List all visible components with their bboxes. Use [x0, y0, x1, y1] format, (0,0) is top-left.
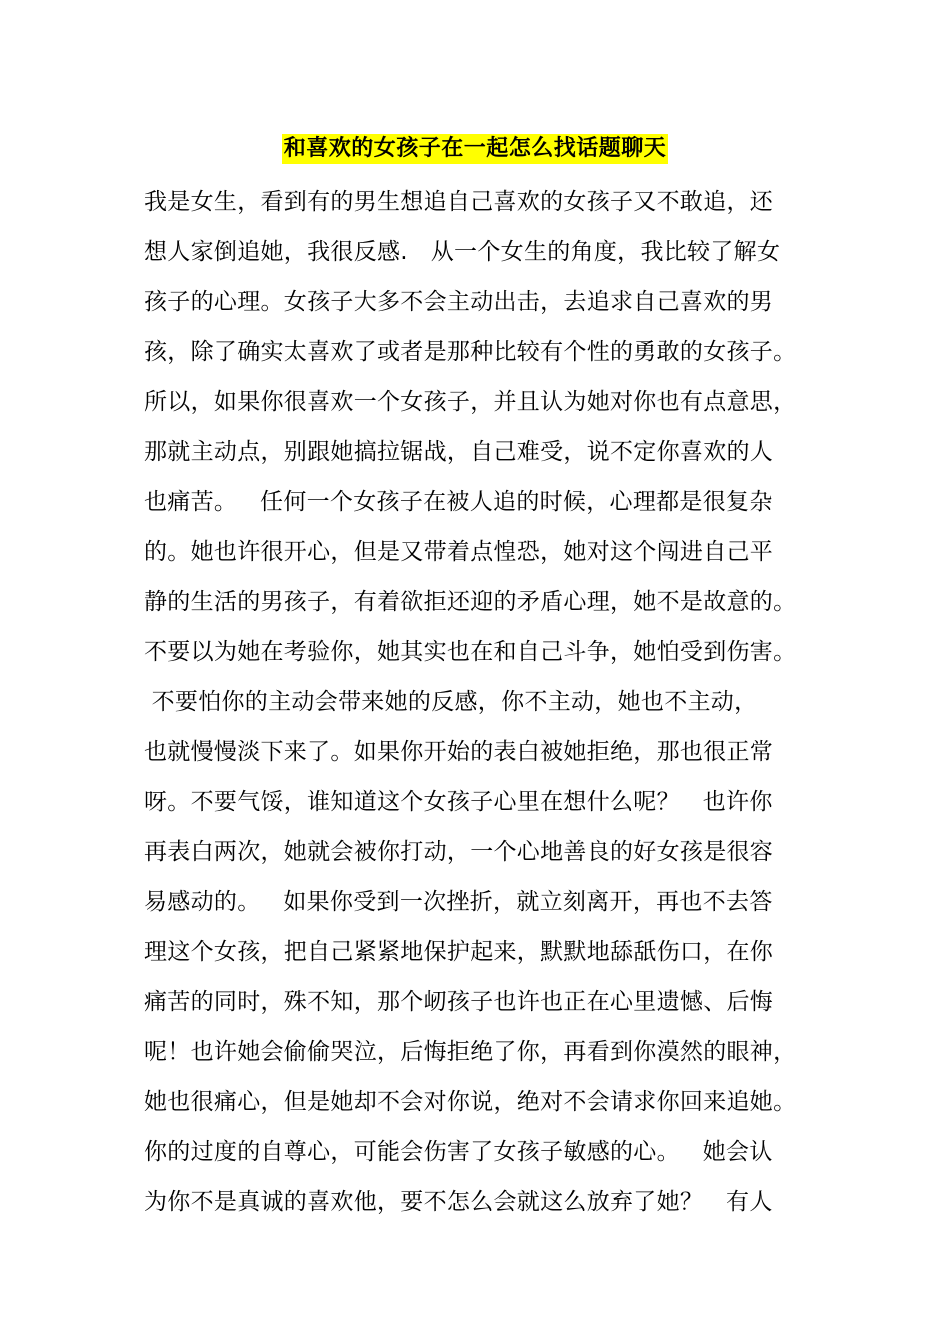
body-line: 再表白两次，她就会被你打动，一个心地善良的好女孩是很容 — [144, 839, 774, 865]
body-line: 呢！也许她会偷偷哭泣，后悔拒绝了你，再看到你漠然的眼神， — [144, 1039, 797, 1065]
body-line: 静的生活的男孩子，有着欲拒还迎的矛盾心理，她不是故意的。 — [144, 589, 797, 615]
body-line: 孩子的心理。女孩子大多不会主动出击，去追求自己喜欢的男 — [144, 289, 774, 315]
body-line: 呀。不要气馁，谁知道这个女孩子心里在想什么呢？ 也许你 — [144, 789, 773, 815]
body-line: 痛苦的同时，殊不知，那个屻孩子也许也正在心里遗憾、后悔 — [144, 989, 774, 1015]
document-body — [144, 182, 824, 1232]
body-line: 所以，如果你很喜欢一个女孩子，并且认为她对你也有点意思， — [144, 389, 797, 415]
body-line: 孩，除了确实太喜欢了或者是那种比较有个性的勇敢的女孩子。 — [144, 339, 797, 365]
body-line: 理这个女孩，把自己紧紧地保护起来，默默地舔舐伤口，在你 — [144, 939, 774, 965]
title-container — [0, 134, 950, 164]
body-line: 也痛苦。 任何一个女孩子在被人追的时候，心理都是很复杂 — [144, 489, 773, 515]
document-title: 和喜欢的女孩子在一起怎么找话题聊天 — [282, 134, 669, 164]
body-line: 易感动的。 如果你受到一次挫折，就立刻离开，再也不去答 — [144, 889, 773, 915]
body-line: 那就主动点，别跟她搞拉锯战，自己难受，说不定你喜欢的人 — [144, 439, 774, 465]
body-line: 我是女生，看到有的男生想追自己喜欢的女孩子又不敢追，还 — [144, 189, 774, 215]
body-line: 也就慢慢淡下来了。如果你开始的表白被她拒绝，那也很正常 — [144, 739, 774, 765]
body-line: 的。她也许很开心，但是又带着点惶恐，她对这个闯进自己平 — [144, 539, 774, 565]
body-line: 为你不是真诚的喜欢他，要不怎么会就这么放弃了她？ 有人 — [144, 1189, 773, 1215]
body-line: 不要以为她在考验你，她其实也在和自己斗争，她怕受到伤害。 — [144, 639, 797, 665]
body-line: 不要怕你的主动会带来她的反感，你不主动，她也不主动， — [144, 689, 758, 715]
body-line: 她也很痛心，但是她却不会对你说，绝对不会请求你回来追她。 — [144, 1089, 797, 1115]
body-line: 你的过度的自尊心，可能会伤害了女孩子敏感的心。 她会认 — [144, 1139, 773, 1165]
body-line: 想人家倒追她，我很反感. 从一个女生的角度，我比较了解女 — [144, 239, 781, 265]
